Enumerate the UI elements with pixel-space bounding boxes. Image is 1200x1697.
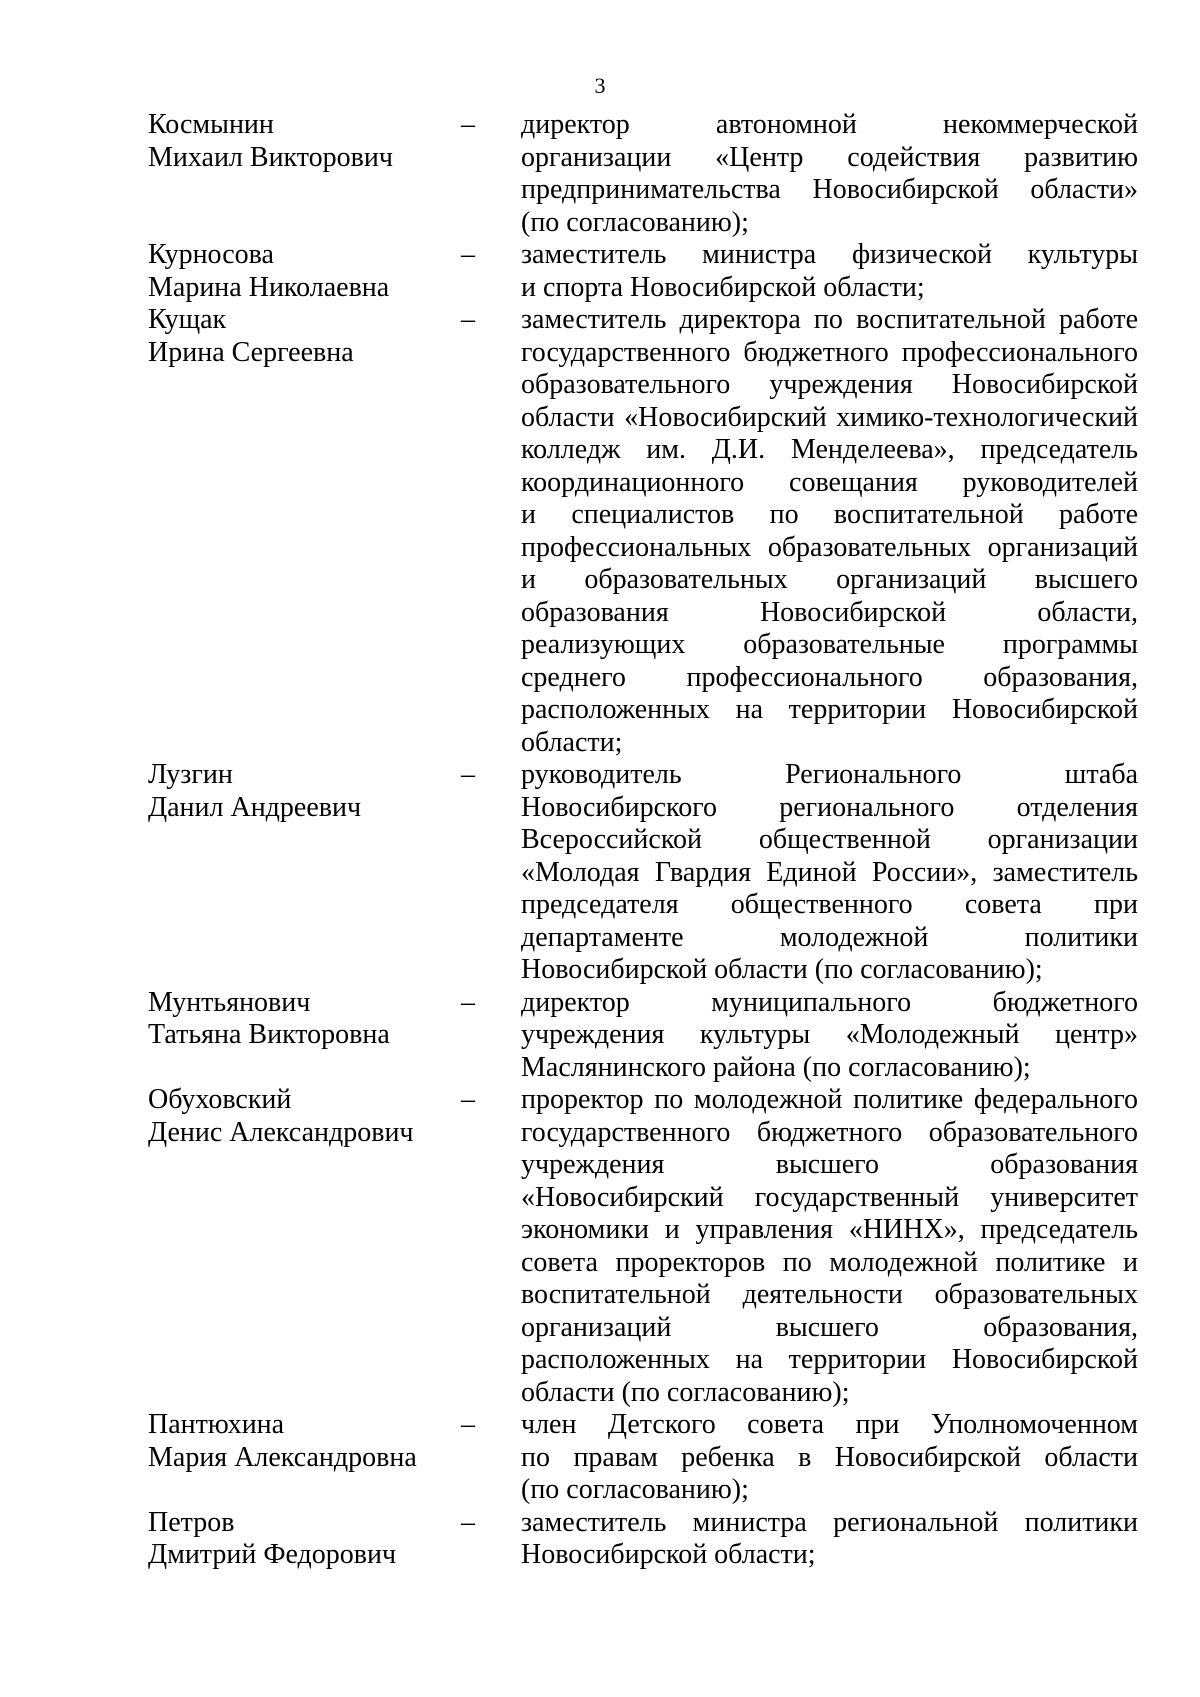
member-list [148, 109, 1138, 1572]
position-text-line: области; [521, 726, 623, 758]
position-text-line: образования Новосибирской области, [521, 596, 1138, 628]
position-text-line: реализующих образовательные программы [521, 629, 1138, 660]
position-text-line: области (по согласованию); [521, 1376, 850, 1408]
dash-separator: – [461, 759, 475, 790]
position-text-line: государственного бюджетного образовательного [521, 1116, 1138, 1148]
member-position [521, 304, 1138, 759]
position-text-line: Новосибирской области (по согласованию); [521, 954, 1043, 985]
position-text-line: Маслянинского района (по согласованию); [521, 1051, 1031, 1083]
member-given-names: Ирина Сергеевна [148, 336, 354, 368]
position-text-line: экономики и управления «НИНХ», председатель [521, 1214, 1138, 1245]
member-surname: Мунтьянович [148, 986, 311, 1018]
member-entry [148, 239, 1138, 304]
position-text-line: директор муниципального бюджетного [521, 986, 1138, 1018]
member-surname: Курносова [148, 239, 274, 270]
position-text-line: государственного бюджетного профессионального [521, 336, 1138, 368]
position-text-line: профессиональных образовательных организаций [521, 531, 1138, 563]
member-entry [148, 1507, 1138, 1572]
member-name [148, 1507, 461, 1572]
position-text-line: член Детского совета при Уполномоченном [521, 1409, 1138, 1440]
member-position [521, 109, 1138, 239]
member-given-names: Данил Андреевич [148, 791, 362, 823]
position-text-line: расположенных на территории Новосибирской [521, 1344, 1138, 1375]
position-text-line: департаменте молодежной политики [521, 921, 1138, 953]
member-name [148, 1084, 461, 1149]
member-given-names: Мария Александровна [148, 1441, 417, 1473]
member-position [521, 1409, 1138, 1507]
position-text-line: предпринимательства Новосибирской области» [521, 174, 1138, 205]
position-text-line: совета проректоров по молодежной политике и [521, 1246, 1138, 1278]
member-surname: Петров [148, 1506, 235, 1538]
position-text-line: по правам ребенка в Новосибирской области [521, 1441, 1138, 1473]
dash-separator: – [461, 1506, 475, 1538]
dash-separator: – [461, 239, 475, 270]
member-position [521, 1084, 1138, 1409]
position-text-line: координационного совещания руководителей [521, 466, 1138, 498]
position-text-line: воспитательной деятельности образовательных [521, 1279, 1138, 1310]
member-position [521, 987, 1138, 1085]
member-entry [148, 304, 1138, 759]
member-given-names: Дмитрий Федорович [148, 1539, 397, 1570]
position-text-line: председателя общественного совета при [521, 889, 1138, 920]
member-given-names: Татьяна Викторовна [148, 1019, 390, 1050]
page-number: 3 [594, 73, 606, 98]
position-text-line: директор автономной некоммерческой [521, 109, 1138, 140]
member-surname: Лузгин [148, 759, 233, 790]
position-text-line: расположенных на территории Новосибирской [521, 694, 1138, 725]
member-position [521, 239, 1138, 304]
member-entry [148, 1084, 1138, 1409]
position-text-line: учреждения высшего образования [521, 1149, 1138, 1180]
member-entry [148, 759, 1138, 987]
position-text-line: и спорта Новосибирской области; [521, 271, 925, 303]
position-text-line: организации «Центр содействия развитию [521, 141, 1138, 173]
position-text-line: (по согласованию); [521, 206, 749, 238]
member-surname: Пантюхина [148, 1409, 285, 1440]
member-name [148, 239, 461, 304]
position-text-line: Новосибирского регионального отделения [521, 791, 1138, 823]
member-name [148, 759, 461, 824]
dash-separator: – [461, 304, 475, 335]
member-entry [148, 987, 1138, 1085]
member-surname: Кущак [148, 304, 227, 335]
position-text-line: заместитель директора по воспитательной работе [521, 304, 1138, 335]
member-name [148, 987, 461, 1052]
position-text-line: организаций высшего образования, [521, 1311, 1138, 1343]
position-text-line: «Новосибирский государственный университет [521, 1181, 1138, 1213]
position-text-line: среднего профессионального образования, [521, 661, 1138, 693]
position-text-line: области «Новосибирский химико-технологический [521, 401, 1138, 433]
position-text-line: Всероссийской общественной организации [521, 824, 1138, 855]
dash-separator: – [461, 1409, 475, 1440]
member-surname: Космынин [148, 109, 274, 140]
position-text-line: (по согласованию); [521, 1474, 749, 1505]
member-position [521, 1507, 1138, 1572]
position-text-line: заместитель министра физической культуры [521, 239, 1138, 270]
position-text-line: заместитель министра региональной политики [521, 1506, 1138, 1538]
dash-separator: – [461, 986, 475, 1018]
member-given-names: Денис Александрович [148, 1116, 414, 1148]
position-text-line: учреждения культуры «Молодежный центр» [521, 1019, 1138, 1050]
member-name [148, 304, 461, 369]
position-text-line: «Молодая Гвардия Единой России», заместитель [521, 856, 1138, 888]
member-name [148, 109, 461, 174]
position-text-line: образовательного учреждения Новосибирской [521, 369, 1138, 400]
position-text-line: и специалистов по воспитательной работе [521, 499, 1138, 530]
position-text-line: проректор по молодежной политике федерального [521, 1084, 1138, 1115]
member-name [148, 1409, 461, 1474]
dash-separator: – [461, 1084, 475, 1115]
position-text-line: Новосибирской области; [521, 1539, 816, 1570]
position-text-line: руководитель Регионального штаба [521, 759, 1138, 790]
dash-separator: – [461, 109, 475, 140]
position-text-line: колледж им. Д.И. Менделеева», председатель [521, 434, 1138, 465]
member-entry [148, 109, 1138, 239]
member-given-names: Михаил Викторович [148, 141, 393, 173]
position-text-line: и образовательных организаций высшего [521, 564, 1138, 595]
member-surname: Обуховский [148, 1084, 292, 1115]
member-entry [148, 1409, 1138, 1507]
member-given-names: Марина Николаевна [148, 271, 390, 303]
member-position [521, 759, 1138, 987]
